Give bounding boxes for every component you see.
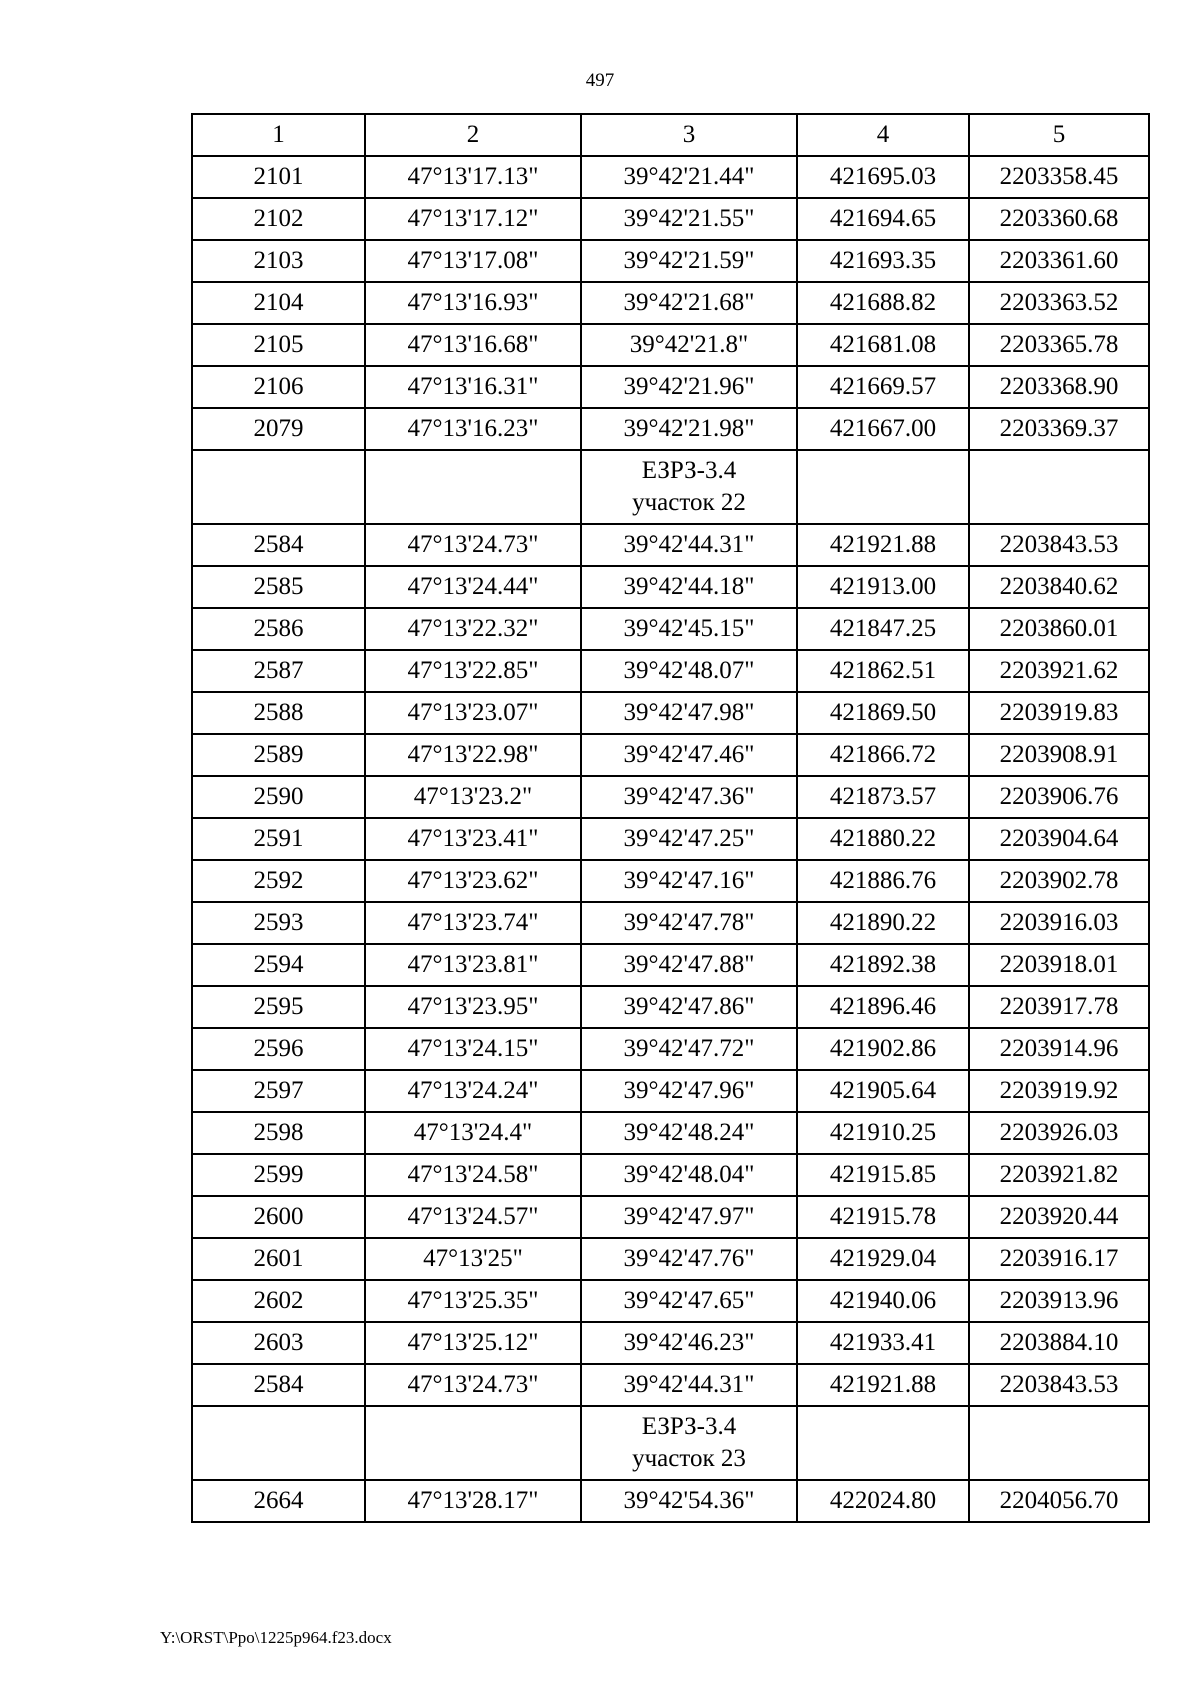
x-coordinate-cell: 421880.22 bbox=[797, 818, 969, 860]
point-number-cell: 2664 bbox=[192, 1480, 365, 1522]
point-number-cell: 2586 bbox=[192, 608, 365, 650]
y-coordinate-cell: 2203360.68 bbox=[969, 198, 1149, 240]
point-number-cell: 2105 bbox=[192, 324, 365, 366]
x-coordinate-cell: 421910.25 bbox=[797, 1112, 969, 1154]
point-number-cell: 2598 bbox=[192, 1112, 365, 1154]
y-coordinate-cell: 2203920.44 bbox=[969, 1196, 1149, 1238]
point-number-cell: 2588 bbox=[192, 692, 365, 734]
longitude-cell: 39°42'48.04" bbox=[581, 1154, 797, 1196]
table-row bbox=[192, 1322, 1149, 1364]
y-coordinate-cell: 2203914.96 bbox=[969, 1028, 1149, 1070]
table-row bbox=[192, 156, 1149, 198]
longitude-cell: 39°42'47.97" bbox=[581, 1196, 797, 1238]
point-number-cell: 2103 bbox=[192, 240, 365, 282]
x-coordinate-cell: 421913.00 bbox=[797, 566, 969, 608]
longitude-cell: 39°42'21.55" bbox=[581, 198, 797, 240]
point-number-cell: 2079 bbox=[192, 408, 365, 450]
longitude-cell: 39°42'21.98" bbox=[581, 408, 797, 450]
longitude-cell: 39°42'47.86" bbox=[581, 986, 797, 1028]
latitude-cell: 47°13'16.68" bbox=[365, 324, 581, 366]
empty-cell bbox=[969, 1406, 1149, 1480]
longitude-cell: 39°42'21.59" bbox=[581, 240, 797, 282]
section-zone-label: ЕЗРЗ-3.4 bbox=[641, 1413, 737, 1440]
x-coordinate-cell: 421669.57 bbox=[797, 366, 969, 408]
y-coordinate-cell: 2203843.53 bbox=[969, 1364, 1149, 1406]
footer-file-path: Y:\ORST\Ppo\1225p964.f23.docx bbox=[160, 1628, 392, 1647]
x-coordinate-cell: 421694.65 bbox=[797, 198, 969, 240]
table-row bbox=[192, 1238, 1149, 1280]
y-coordinate-cell: 2203363.52 bbox=[969, 282, 1149, 324]
x-coordinate-cell: 421869.50 bbox=[797, 692, 969, 734]
table-row bbox=[192, 1480, 1149, 1522]
latitude-cell: 47°13'23.2" bbox=[365, 776, 581, 818]
column-header-4: 4 bbox=[797, 114, 969, 156]
x-coordinate-cell: 421902.86 bbox=[797, 1028, 969, 1070]
x-coordinate-cell: 421890.22 bbox=[797, 902, 969, 944]
latitude-cell: 47°13'25" bbox=[365, 1238, 581, 1280]
latitude-cell: 47°13'24.73" bbox=[365, 1364, 581, 1406]
y-coordinate-cell: 2203921.82 bbox=[969, 1154, 1149, 1196]
y-coordinate-cell: 2203917.78 bbox=[969, 986, 1149, 1028]
point-number-cell: 2584 bbox=[192, 524, 365, 566]
longitude-cell: 39°42'54.36" bbox=[581, 1480, 797, 1522]
latitude-cell: 47°13'24.4" bbox=[365, 1112, 581, 1154]
longitude-cell: 39°42'47.25" bbox=[581, 818, 797, 860]
y-coordinate-cell: 2203916.17 bbox=[969, 1238, 1149, 1280]
latitude-cell: 47°13'23.81" bbox=[365, 944, 581, 986]
x-coordinate-cell: 422024.80 bbox=[797, 1480, 969, 1522]
longitude-cell: 39°42'47.96" bbox=[581, 1070, 797, 1112]
latitude-cell: 47°13'17.13" bbox=[365, 156, 581, 198]
table-row bbox=[192, 608, 1149, 650]
point-number-cell: 2594 bbox=[192, 944, 365, 986]
point-number-cell: 2600 bbox=[192, 1196, 365, 1238]
longitude-cell: 39°42'47.98" bbox=[581, 692, 797, 734]
point-number-cell: 2102 bbox=[192, 198, 365, 240]
x-coordinate-cell: 421847.25 bbox=[797, 608, 969, 650]
table-row bbox=[192, 776, 1149, 818]
latitude-cell: 47°13'24.44" bbox=[365, 566, 581, 608]
y-coordinate-cell: 2203365.78 bbox=[969, 324, 1149, 366]
y-coordinate-cell: 2203913.96 bbox=[969, 1280, 1149, 1322]
latitude-cell: 47°13'24.58" bbox=[365, 1154, 581, 1196]
latitude-cell: 47°13'23.74" bbox=[365, 902, 581, 944]
point-number-cell: 2106 bbox=[192, 366, 365, 408]
y-coordinate-cell: 2203916.03 bbox=[969, 902, 1149, 944]
x-coordinate-cell: 421693.35 bbox=[797, 240, 969, 282]
point-number-cell: 2596 bbox=[192, 1028, 365, 1070]
table-row bbox=[192, 1364, 1149, 1406]
latitude-cell: 47°13'17.12" bbox=[365, 198, 581, 240]
x-coordinate-cell: 421921.88 bbox=[797, 1364, 969, 1406]
table-row bbox=[192, 734, 1149, 776]
longitude-cell: 39°42'45.15" bbox=[581, 608, 797, 650]
point-number-cell: 2590 bbox=[192, 776, 365, 818]
table-row bbox=[192, 240, 1149, 282]
longitude-cell: 39°42'47.46" bbox=[581, 734, 797, 776]
empty-cell bbox=[797, 1406, 969, 1480]
point-number-cell: 2104 bbox=[192, 282, 365, 324]
y-coordinate-cell: 2203368.90 bbox=[969, 366, 1149, 408]
point-number-cell: 2603 bbox=[192, 1322, 365, 1364]
latitude-cell: 47°13'22.85" bbox=[365, 650, 581, 692]
latitude-cell: 47°13'23.62" bbox=[365, 860, 581, 902]
y-coordinate-cell: 2203369.37 bbox=[969, 408, 1149, 450]
latitude-cell: 47°13'23.41" bbox=[365, 818, 581, 860]
longitude-cell: 39°42'47.36" bbox=[581, 776, 797, 818]
point-number-cell: 2587 bbox=[192, 650, 365, 692]
table-row bbox=[192, 282, 1149, 324]
y-coordinate-cell: 2203840.62 bbox=[969, 566, 1149, 608]
table-row bbox=[192, 198, 1149, 240]
latitude-cell: 47°13'23.07" bbox=[365, 692, 581, 734]
y-coordinate-cell: 2203902.78 bbox=[969, 860, 1149, 902]
empty-cell bbox=[365, 1406, 581, 1480]
x-coordinate-cell: 421915.85 bbox=[797, 1154, 969, 1196]
table-row bbox=[192, 408, 1149, 450]
y-coordinate-cell: 2203904.64 bbox=[969, 818, 1149, 860]
longitude-cell: 39°42'47.16" bbox=[581, 860, 797, 902]
x-coordinate-cell: 421886.76 bbox=[797, 860, 969, 902]
y-coordinate-cell: 2204056.70 bbox=[969, 1480, 1149, 1522]
y-coordinate-cell: 2203918.01 bbox=[969, 944, 1149, 986]
x-coordinate-cell: 421933.41 bbox=[797, 1322, 969, 1364]
table-row bbox=[192, 566, 1149, 608]
point-number-cell: 2597 bbox=[192, 1070, 365, 1112]
table-row bbox=[192, 324, 1149, 366]
longitude-cell: 39°42'48.24" bbox=[581, 1112, 797, 1154]
y-coordinate-cell: 2203361.60 bbox=[969, 240, 1149, 282]
point-number-cell: 2593 bbox=[192, 902, 365, 944]
table-row bbox=[192, 366, 1149, 408]
x-coordinate-cell: 421866.72 bbox=[797, 734, 969, 776]
x-coordinate-cell: 421695.03 bbox=[797, 156, 969, 198]
y-coordinate-cell: 2203919.92 bbox=[969, 1070, 1149, 1112]
column-header-2: 2 bbox=[365, 114, 581, 156]
table-row bbox=[192, 1070, 1149, 1112]
point-number-cell: 2592 bbox=[192, 860, 365, 902]
empty-cell bbox=[797, 450, 969, 524]
section-plot-label: участок 23 bbox=[632, 1445, 746, 1472]
longitude-cell: 39°42'47.65" bbox=[581, 1280, 797, 1322]
x-coordinate-cell: 421921.88 bbox=[797, 524, 969, 566]
table-header-row bbox=[192, 114, 1149, 156]
latitude-cell: 47°13'16.93" bbox=[365, 282, 581, 324]
table-row bbox=[192, 1196, 1149, 1238]
latitude-cell: 47°13'24.15" bbox=[365, 1028, 581, 1070]
longitude-cell: 39°42'44.31" bbox=[581, 1364, 797, 1406]
point-number-cell: 2602 bbox=[192, 1280, 365, 1322]
table-body bbox=[192, 156, 1149, 1522]
table-row bbox=[192, 1028, 1149, 1070]
y-coordinate-cell: 2203843.53 bbox=[969, 524, 1149, 566]
longitude-cell: 39°42'47.88" bbox=[581, 944, 797, 986]
latitude-cell: 47°13'25.12" bbox=[365, 1322, 581, 1364]
y-coordinate-cell: 2203921.62 bbox=[969, 650, 1149, 692]
table-row bbox=[192, 860, 1149, 902]
point-number-cell: 2595 bbox=[192, 986, 365, 1028]
y-coordinate-cell: 2203358.45 bbox=[969, 156, 1149, 198]
point-number-cell: 2601 bbox=[192, 1238, 365, 1280]
table-row bbox=[192, 1280, 1149, 1322]
longitude-cell: 39°42'21.44" bbox=[581, 156, 797, 198]
x-coordinate-cell: 421862.51 bbox=[797, 650, 969, 692]
table-row bbox=[192, 1112, 1149, 1154]
latitude-cell: 47°13'28.17" bbox=[365, 1480, 581, 1522]
point-number-cell: 2585 bbox=[192, 566, 365, 608]
longitude-cell: 39°42'48.07" bbox=[581, 650, 797, 692]
y-coordinate-cell: 2203884.10 bbox=[969, 1322, 1149, 1364]
latitude-cell: 47°13'24.57" bbox=[365, 1196, 581, 1238]
latitude-cell: 47°13'16.31" bbox=[365, 366, 581, 408]
latitude-cell: 47°13'22.98" bbox=[365, 734, 581, 776]
column-header-3: 3 bbox=[581, 114, 797, 156]
y-coordinate-cell: 2203926.03 bbox=[969, 1112, 1149, 1154]
y-coordinate-cell: 2203906.76 bbox=[969, 776, 1149, 818]
empty-cell bbox=[192, 450, 365, 524]
column-header-5: 5 bbox=[969, 114, 1149, 156]
point-number-cell: 2591 bbox=[192, 818, 365, 860]
x-coordinate-cell: 421940.06 bbox=[797, 1280, 969, 1322]
table-row bbox=[192, 524, 1149, 566]
table-row bbox=[192, 818, 1149, 860]
y-coordinate-cell: 2203919.83 bbox=[969, 692, 1149, 734]
section-title-cell bbox=[581, 450, 797, 524]
section-header-row bbox=[192, 450, 1149, 524]
latitude-cell: 47°13'22.32" bbox=[365, 608, 581, 650]
coordinates-table bbox=[191, 113, 1150, 1523]
table-row bbox=[192, 944, 1149, 986]
table-row bbox=[192, 1154, 1149, 1196]
section-title-cell bbox=[581, 1406, 797, 1480]
table-row bbox=[192, 692, 1149, 734]
y-coordinate-cell: 2203908.91 bbox=[969, 734, 1149, 776]
column-header-1: 1 bbox=[192, 114, 365, 156]
x-coordinate-cell: 421929.04 bbox=[797, 1238, 969, 1280]
x-coordinate-cell: 421688.82 bbox=[797, 282, 969, 324]
x-coordinate-cell: 421892.38 bbox=[797, 944, 969, 986]
longitude-cell: 39°42'21.8" bbox=[581, 324, 797, 366]
table-row bbox=[192, 650, 1149, 692]
y-coordinate-cell: 2203860.01 bbox=[969, 608, 1149, 650]
latitude-cell: 47°13'17.08" bbox=[365, 240, 581, 282]
empty-cell bbox=[969, 450, 1149, 524]
longitude-cell: 39°42'44.31" bbox=[581, 524, 797, 566]
x-coordinate-cell: 421896.46 bbox=[797, 986, 969, 1028]
longitude-cell: 39°42'46.23" bbox=[581, 1322, 797, 1364]
latitude-cell: 47°13'25.35" bbox=[365, 1280, 581, 1322]
point-number-cell: 2584 bbox=[192, 1364, 365, 1406]
empty-cell bbox=[365, 450, 581, 524]
longitude-cell: 39°42'44.18" bbox=[581, 566, 797, 608]
x-coordinate-cell: 421873.57 bbox=[797, 776, 969, 818]
section-plot-label: участок 22 bbox=[632, 489, 746, 516]
longitude-cell: 39°42'47.72" bbox=[581, 1028, 797, 1070]
section-header-row bbox=[192, 1406, 1149, 1480]
latitude-cell: 47°13'16.23" bbox=[365, 408, 581, 450]
longitude-cell: 39°42'47.76" bbox=[581, 1238, 797, 1280]
empty-cell bbox=[192, 1406, 365, 1480]
longitude-cell: 39°42'21.96" bbox=[581, 366, 797, 408]
latitude-cell: 47°13'23.95" bbox=[365, 986, 581, 1028]
page-number: 497 bbox=[585, 70, 615, 91]
x-coordinate-cell: 421905.64 bbox=[797, 1070, 969, 1112]
latitude-cell: 47°13'24.24" bbox=[365, 1070, 581, 1112]
section-zone-label: ЕЗРЗ-3.4 bbox=[641, 457, 737, 484]
longitude-cell: 39°42'21.68" bbox=[581, 282, 797, 324]
latitude-cell: 47°13'24.73" bbox=[365, 524, 581, 566]
longitude-cell: 39°42'47.78" bbox=[581, 902, 797, 944]
x-coordinate-cell: 421681.08 bbox=[797, 324, 969, 366]
point-number-cell: 2589 bbox=[192, 734, 365, 776]
point-number-cell: 2599 bbox=[192, 1154, 365, 1196]
x-coordinate-cell: 421667.00 bbox=[797, 408, 969, 450]
table-row bbox=[192, 986, 1149, 1028]
point-number-cell: 2101 bbox=[192, 156, 365, 198]
table-row bbox=[192, 902, 1149, 944]
x-coordinate-cell: 421915.78 bbox=[797, 1196, 969, 1238]
